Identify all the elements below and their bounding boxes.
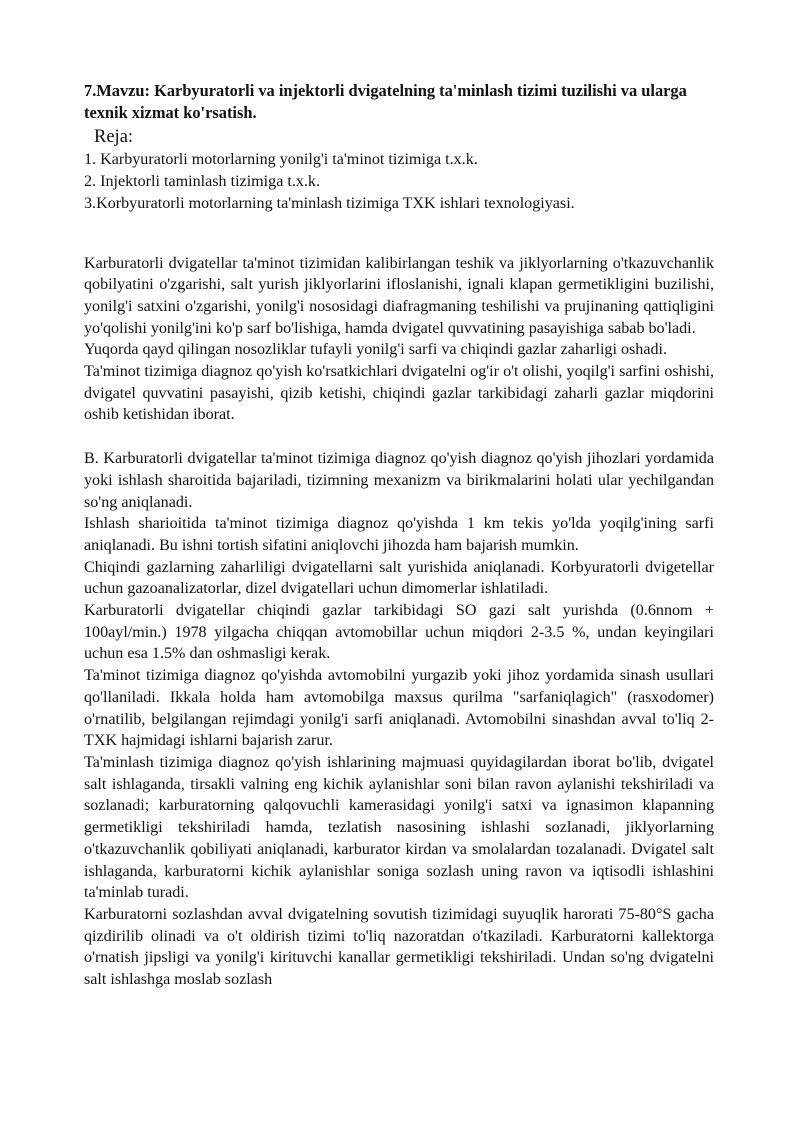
paragraph: Ta'minot tizimiga diagnoz qo'yishda avtomobilni yurgazib yoki jihoz yordamida sinash usullari qo'llaniladi. Ikkala holda ham avtomobilga maxsus qurilma "sarfaniqlagich" (rasxodomer) o'rnatilib, belgilangan rejimdagi yonilg'i sarfi aniqlanadi. Avtomobilni sinashdan avval to'liq 2-TXK hajmidagi ishlarni bajarish zarur. xyxy=(84,667,714,750)
plan-heading: Reja: xyxy=(94,127,134,148)
paragraph: Karburatorli dvigatellar ta'minot tizimidan kalibirlangan teshik va jiklyorlarning o'tkazuvchanlik qobilyatini o'zgarishi, salt yurish jiklyorlarini ifloslanishi, ignali klapan germetikligini buzilishi, yonilg'i satxini o'zgarishi, yonilg'i nososidagi diafragmaning teshilishi va prujinaning qattiqligini yo'qolishi yonilg'ini ko'p sarf bo'lishiga, hamda dvigatel quvvatining pasayishiga sabab bo'ladi. xyxy=(84,254,714,337)
paragraph: Ta'minlash tizimiga diagnoz qo'yish ishlarining majmuasi quyidagilardan iborat bo'lib, dvigatel salt ishlaganda, tirsakli valning eng kichik aylanishlar soni bilan ravon aylanishi tekshiriladi va sozlanadi; karburatorning qalqovuchli kamerasidagi yonilg'i satxi va ignasimon klapanning germetikligi tekshiriladi hamda, tezlatish nasosining ishlashi sozlanadi, jiklyorlarning o'tkazuvchanlik qobiliyati aniqlanadi, karburator kirdan va smolalardan tozalanadi. Dvigatel salt ishlaganda, karburatorni kichik aylanishlar soniga sozlash uning ravon va iqtisodli ishlashini ta'minlab turadi. xyxy=(84,753,714,902)
paragraph: Ta'minot tizimiga diagnoz qo'yish ko'rsatkichlari dvigatelni og'ir o't olishi, yoqilg'i sarfini oshishi, dvigatel quvvatini pasayishi, qizib ketishi, chiqindi gazlar tarkibidagi zaharli gazlar miqdorini oshib ketishidan iborat. xyxy=(84,363,714,424)
plan-item: 1. Karbyuratorli motorlarning yonilg'i ta'minot tizimiga t.x.k. xyxy=(84,151,478,169)
plan-item: 2. Injektorli taminlash tizimiga t.x.k. xyxy=(84,173,320,191)
paragraph: Ishlash sharioitida ta'minot tizimiga diagnoz qo'yishda 1 km tekis yo'lda yoqilg'ining sarfi aniqlanadi. Bu ishni tortish sifatini aniqlovchi jihozda ham bajarish mumkin. xyxy=(84,515,714,554)
paragraph: Karburatorni sozlashdan avval dvigatelning sovutish tizimidagi suyuqlik harorati 75-80°S gacha qizdirilib olinadi va o't oldirish tizimi to'liq nazoratdan o'tkaziladi. Karburatorni kallektorga o'rnatish jipsligi va yonilg'i kirituvchi kanallar germetikligi tekshiriladi. Undan so'ng dvigatelni salt ishlashga moslab sozlash xyxy=(84,905,714,989)
document-page xyxy=(84,80,714,991)
plan-item: 3.Korbyuratorli motorlarning ta'minlash tizimiga TXK ishlari texnologiyasi. xyxy=(84,194,575,212)
section-diagnostics-faults xyxy=(84,253,714,427)
document-title: 7.Mavzu: Karbyuratorli va injektorli dvigatelning ta'minlash tizimi tuzilishi va ularga texnik xizmat ko'rsatish. xyxy=(84,81,687,122)
section-diagnostics-methods xyxy=(84,448,714,991)
paragraph: Chiqindi gazlarning zaharliligi dvigatellarni salt yurishida aniqlanadi. Korbyuratorli dvigetellar uchun gazoanalizatorlar, dizel dvigatellari uchun dimomerlar ishlatiladi. xyxy=(84,558,714,598)
paragraph: B. Karburatorli dvigatellar ta'minot tizimiga diagnoz qo'yish diagnoz qo'yish jihozlari yordamida yoki ishlash sharoitida bajariladi, tizimning mexanizm va birikmalarini holati ular yechilgandan so'ng aniqlanadi. xyxy=(84,450,714,511)
section-gap xyxy=(84,426,714,448)
plan-list xyxy=(84,149,714,214)
paragraph: Yuqorda qayd qilingan nosozliklar tufayli yonilg'i sarfi va chiqindi gazlar zaharligi oshadi. xyxy=(84,341,668,359)
paragraph: Karburatorli dvigatellar chiqindi gazlar tarkibidagi SO gazi salt yurishda (0.6nnom + 100ayl/min.) 1978 yilgacha chiqqan avtomobillar uchun miqdori 2-3.5 %, undan keyingilari uchun esa 1.5% dan oshmasligi kerak. xyxy=(84,602,714,663)
